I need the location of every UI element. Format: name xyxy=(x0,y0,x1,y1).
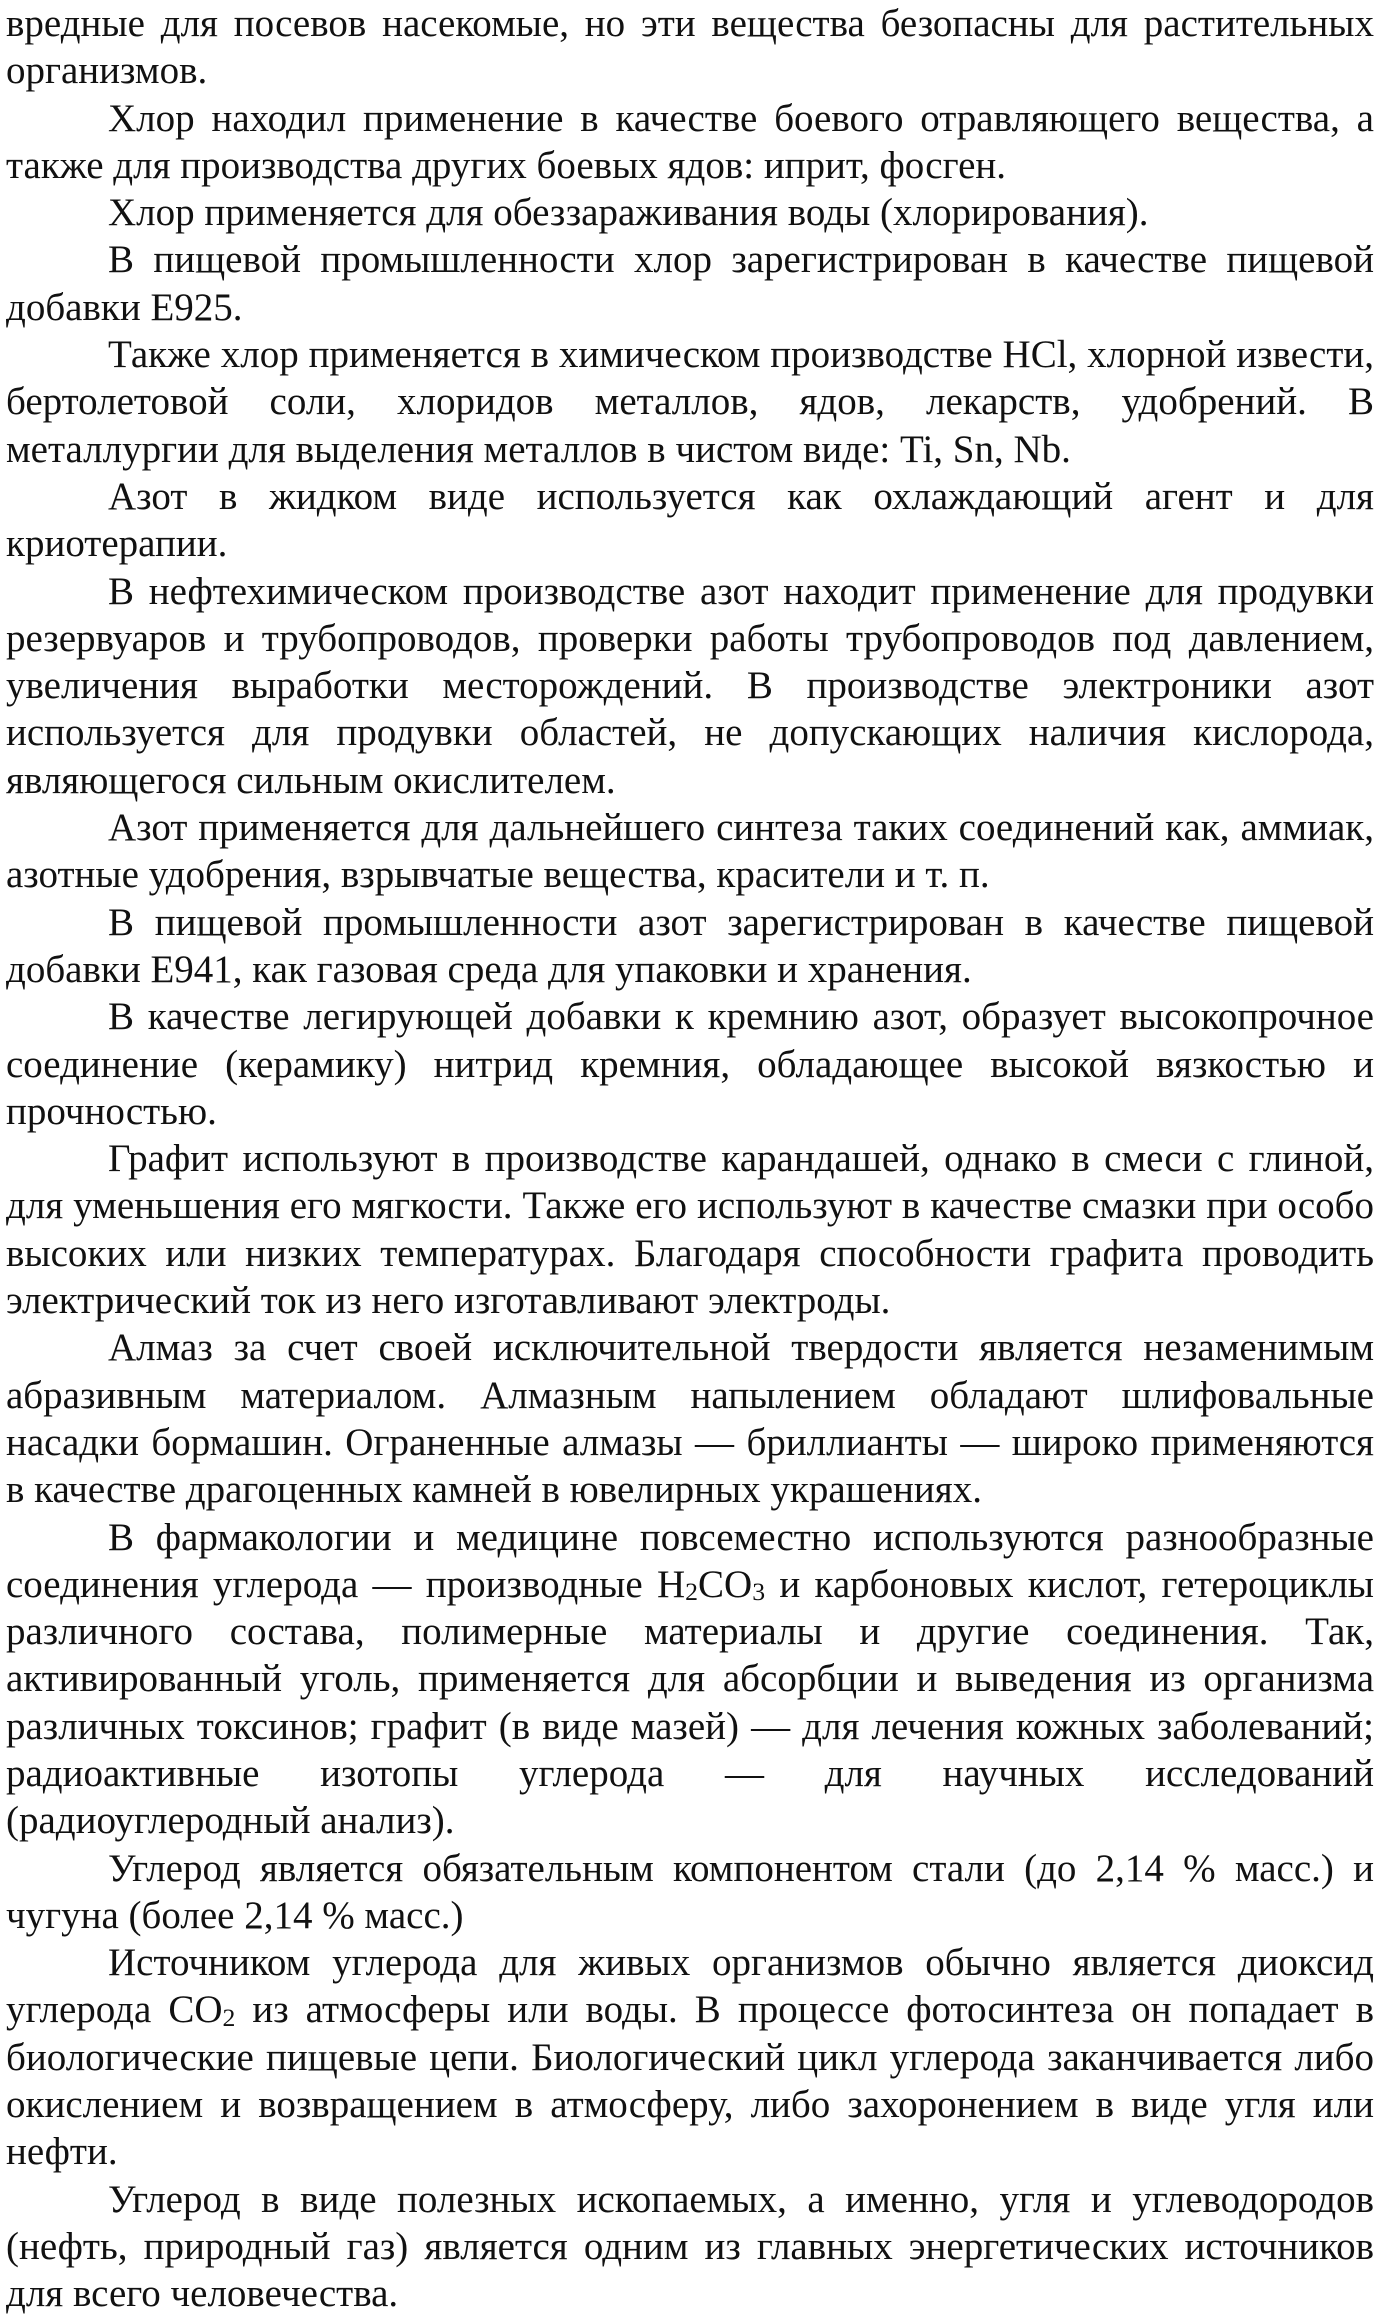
paragraph-chlorine-water: Хлор применяется для обеззараживания воды (хлорирования). xyxy=(108,191,1149,235)
paragraph-carbon-steel: Углерод является обязательным компонентом стали (до 2,14 % масс.) и чугуна (более 2,14 % масс.) xyxy=(6,1846,1374,1937)
paragraph-nitrogen-silicon: В качестве легирующей добавки к кремнию азот, образует высокопрочное соединение (керамику) нитрид кремния, обладающее высокой вязкостью и прочностью. xyxy=(6,995,1374,1133)
paragraph-chlorine-warfare: Хлор находил применение в качестве боевого отравляющего вещества, а также для производства других боевых ядов: иприт, фосген. xyxy=(6,96,1374,187)
paragraph-carbon-fossil-fuels: Углерод в виде полезных ископаемых, а именно, угля и углеводородов (нефть, природный газ) является одним из главных энергетических источников для всего человечества. xyxy=(6,2177,1374,2316)
paragraph-diamond: Алмаз за счет своей исключительной твердости является незаменимым абразивным материалом. Алмазным напылением обладают шлифовальные насадки бормашин. Ограненные алмазы — бриллианты — широко применяются в качестве драгоценных камней в ювелирных украшениях. xyxy=(6,1326,1374,1512)
subscript: 2 xyxy=(222,2002,236,2032)
paragraph-chlorine-food-additive: В пищевой промышленности хлор зарегистрирован в качестве пищевой добавки E925. xyxy=(6,238,1374,329)
paragraph-nitrogen-petrochemical: В нефтехимическом производстве азот находит применение для продувки резервуаров и трубопроводов, проверки работы трубопроводов под давлением, увеличения выработки месторождений. В производстве электроники азот используется для продувки областей, не допускающих наличия кислорода, являющегося сильным окислителем. xyxy=(6,569,1374,802)
paragraph-nitrogen-food-additive: В пищевой промышленности азот зарегистрирован в качестве пищевой добавки E941, как газовая среда для упаковки и хранения. xyxy=(6,900,1374,991)
subscript: 3 xyxy=(752,1576,766,1606)
paragraph-graphite: Графит используют в производстве карандашей, однако в смеси с глиной, для уменьшения его мягкости. Также его используют в качестве смазки при особо высоких или низких температурах. Благодаря способности графита проводить электрический ток из него изготавливают электроды. xyxy=(6,1137,1374,1323)
document-page xyxy=(6,0,1374,2318)
paragraph-carbon-pharmacology: В фармакологии и медицине повсеместно используются разнообразные соединения углерода — производные $H_2CO_3$ и карбоновых кислот, гетероциклы различного состава, полимерные материалы и другие соединения. Так, активированный уголь, применяется для абсорбции и выведения из организма различных токсинов; графит (в виде мазей) — для лечения кожных заболеваний; радиоактивные изотопы углерода — для научных исследований (радиоуглеродный анализ). xyxy=(6,1515,1374,1843)
paragraph-carbon-organisms: Источником углерода для живых организмов обычно является диоксид углерода $CO_2$ из атмосферы или воды. В процессе фотосинтеза он попадает в биологические пищевые цепи. Биологический цикл углерода заканчивается либо окислением и возвращением в атмосферу, либо захоронением в виде угля или нефти. xyxy=(6,1941,1374,2174)
paragraph-continuation: вредные для посевов насекомые, но эти вещества безопасны для растительных организмов. xyxy=(6,2,1374,93)
paragraph-nitrogen-synthesis: Азот применяется для дальнейшего синтеза таких соединений как, аммиак, азотные удобрения, взрывчатые вещества, красители и т. п. xyxy=(6,806,1374,897)
paragraph-chlorine-chemical-industry: Также хлор применяется в химическом производстве HCl, хлорной извести, бертолетовой соли, хлоридов металлов, ядов, лекарств, удобрений. В металлургии для выделения металлов в чистом виде: Ti, Sn, Nb. xyxy=(6,333,1374,471)
paragraph-nitrogen-liquid: Азот в жидком виде используется как охлаждающий агент и для криотерапии. xyxy=(6,474,1374,566)
subscript: 2 xyxy=(685,1576,699,1606)
